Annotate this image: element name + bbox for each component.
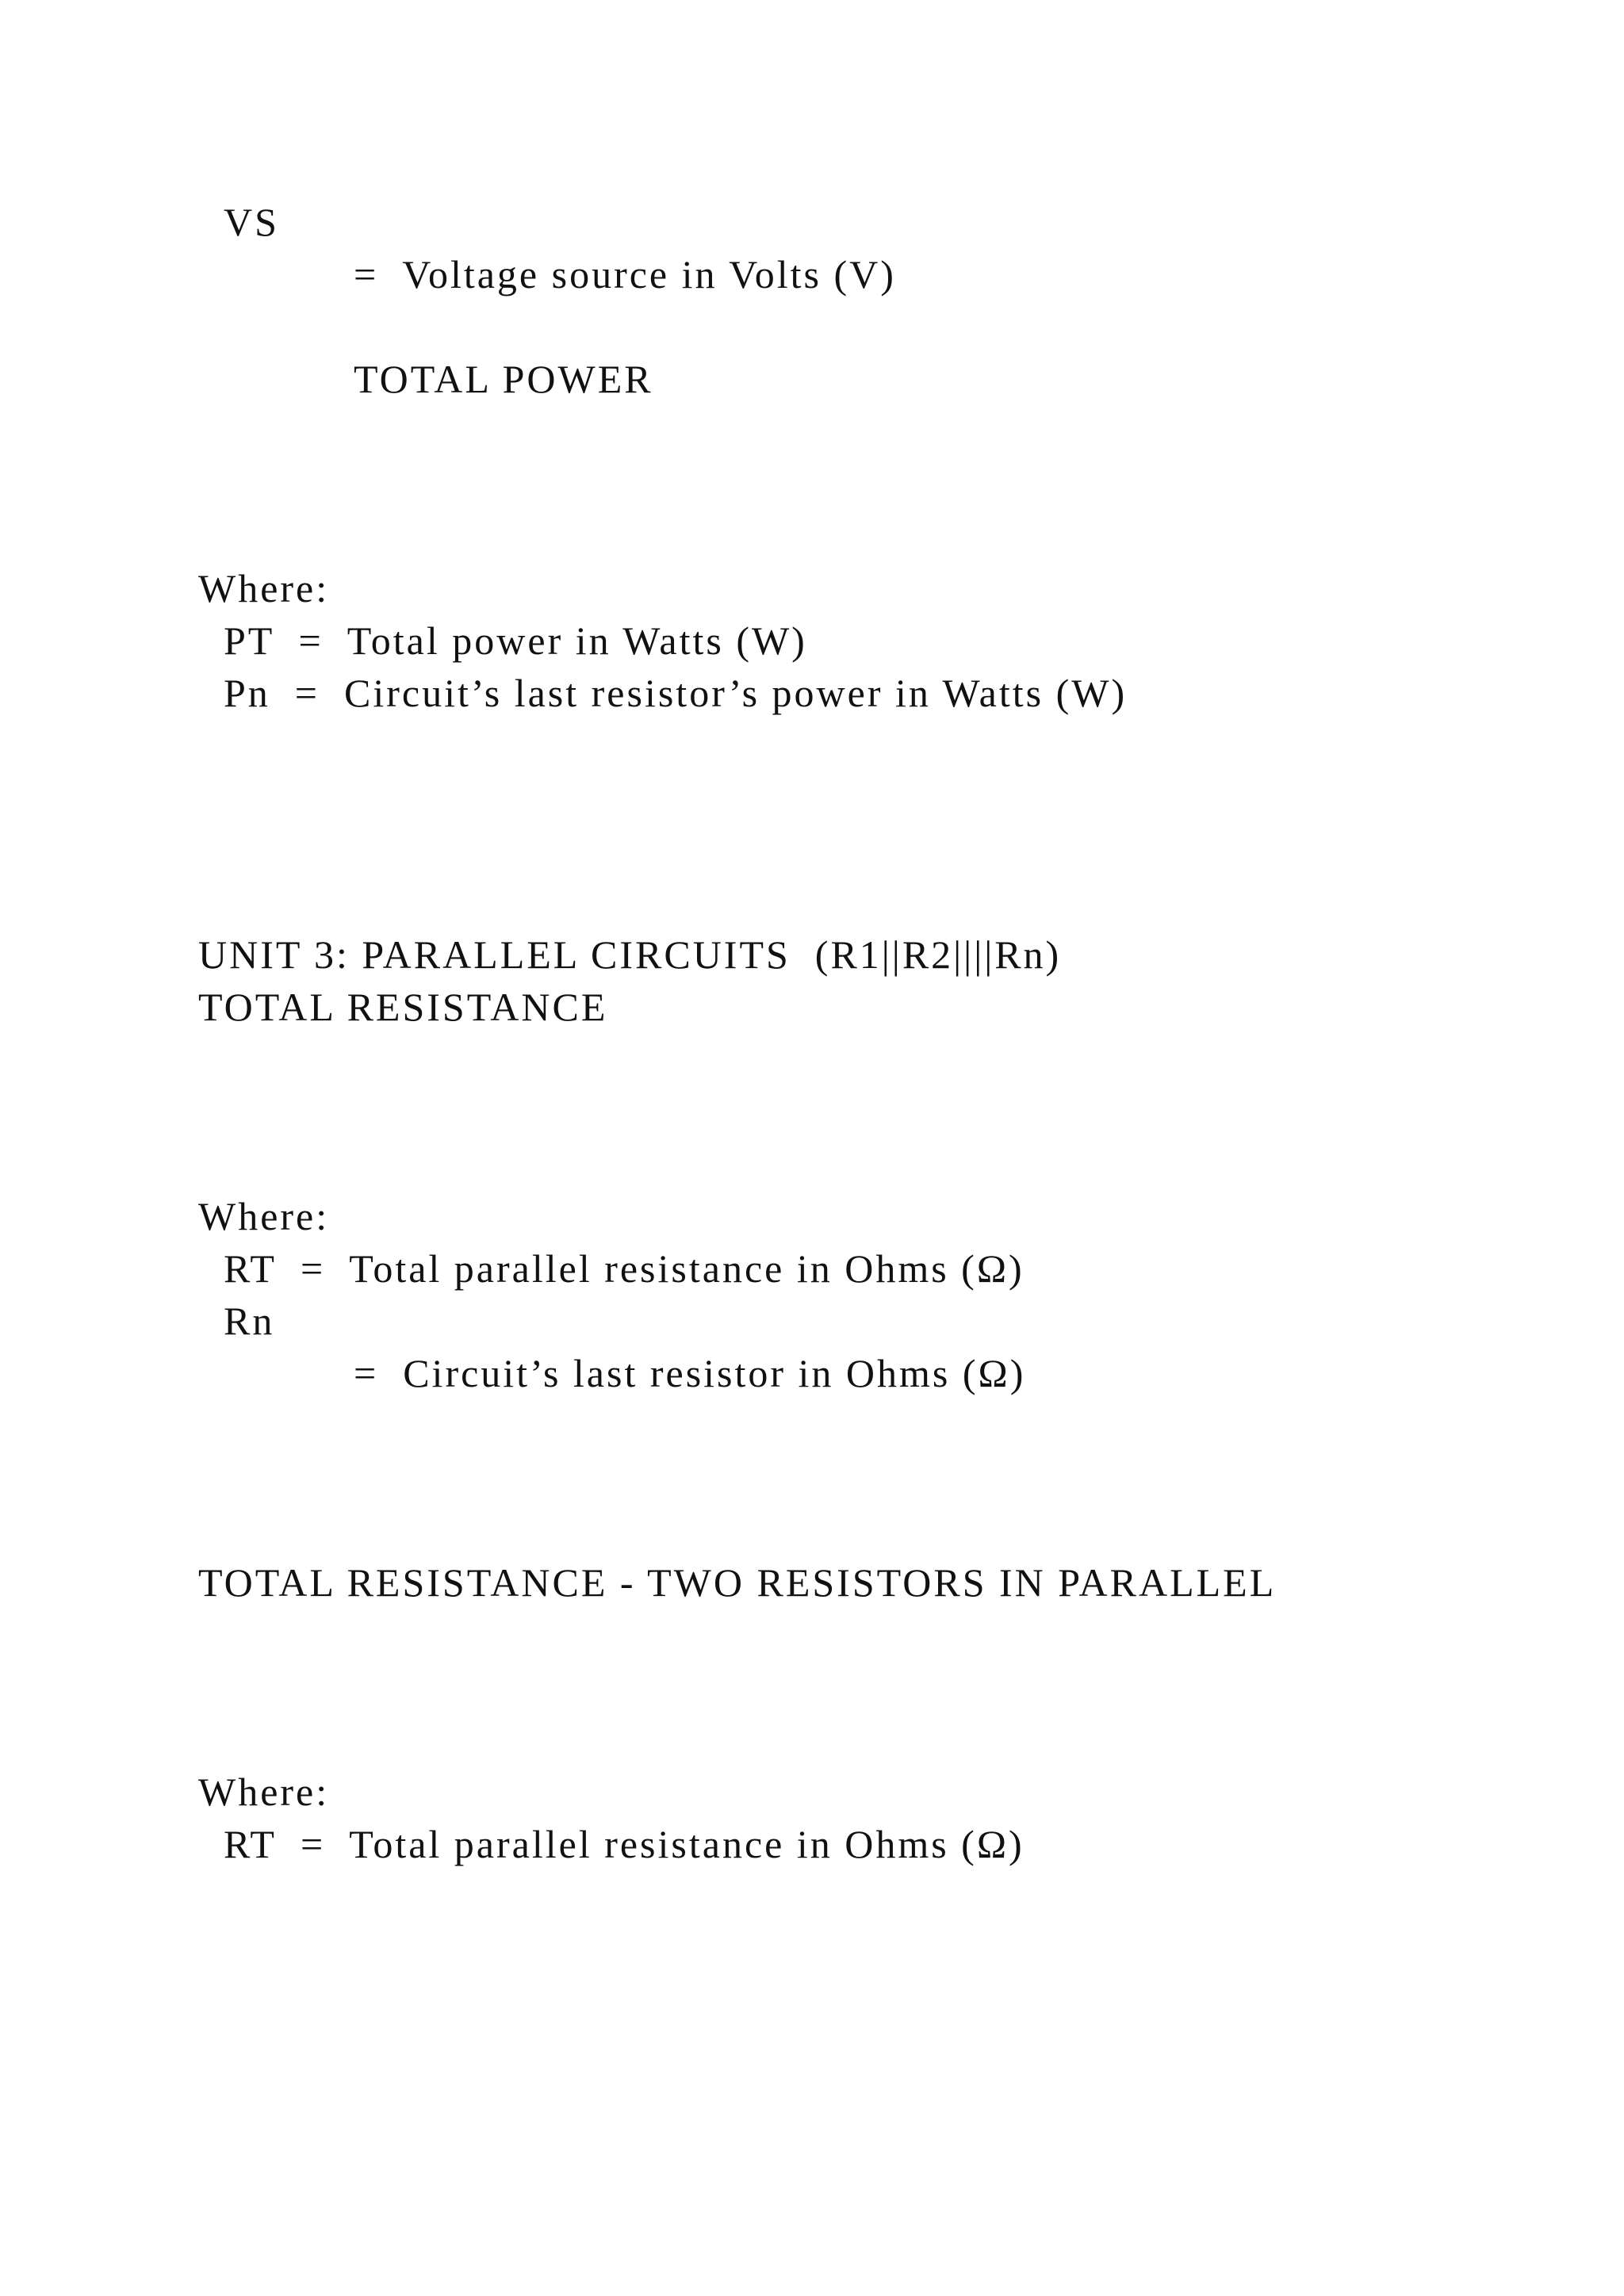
pt-definition: PT = Total power in Watts (W) bbox=[224, 618, 807, 663]
rt-definition: RT = Total parallel resistance in Ohms (Ω) bbox=[224, 1246, 1025, 1291]
rt-definition: RT = Total parallel resistance in Ohms (Ω) bbox=[224, 1822, 1025, 1866]
rn-term: Rn bbox=[224, 1299, 275, 1343]
two-resistors-heading: TOTAL RESISTANCE - TWO RESISTORS IN PARALLEL bbox=[198, 1560, 1277, 1605]
unit3-heading: UNIT 3: PARALLEL CIRCUITS (R1||R2||||Rn) bbox=[198, 932, 1062, 977]
where-label: Where: bbox=[198, 1770, 330, 1814]
pn-definition: Pn = Circuit’s last resistor’s power in Watts (W) bbox=[224, 671, 1128, 715]
where-label: Where: bbox=[198, 1194, 330, 1238]
where-label: Where: bbox=[198, 566, 330, 610]
vs-definition: = Voltage source in Volts (V) bbox=[354, 252, 896, 297]
total-resistance-heading: TOTAL RESISTANCE bbox=[198, 985, 608, 1029]
vs-term: VS bbox=[224, 200, 279, 244]
rn-definition: = Circuit’s last resistor in Ohms (Ω) bbox=[354, 1351, 1026, 1395]
total-power-heading: TOTAL POWER bbox=[354, 357, 653, 401]
